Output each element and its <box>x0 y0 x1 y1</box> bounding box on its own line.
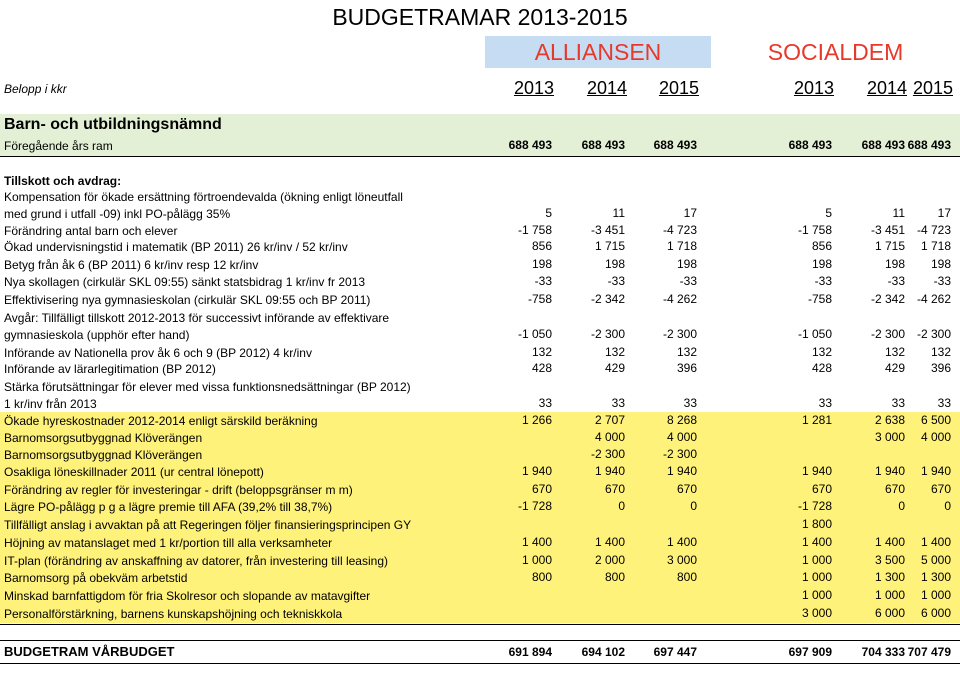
year-header: 2014 <box>866 78 907 98</box>
row-label: Tillfälligt anslag i avvaktan på att Regeringen följer finansieringsprincipen GY <box>4 518 412 532</box>
socialdem-header: SOCIALDEM <box>767 39 904 65</box>
table-row <box>0 552 960 570</box>
row-label: Förändring av regler för investeringar - drift (beloppsgränser m m) <box>4 483 353 497</box>
row-value: 132 <box>884 345 905 359</box>
row-label: Betyg från åk 6 (BP 2011) 6 kr/inv resp 12 kr/inv <box>4 258 259 272</box>
row-label: Införande av lärarlegitimation (BP 2012) <box>4 362 216 376</box>
year-header: 2013 <box>513 78 554 98</box>
row-value: 429 <box>884 361 905 375</box>
total-value: 697 909 <box>788 645 832 659</box>
table-row <box>0 137 960 155</box>
row-value: 1 718 <box>920 239 951 253</box>
row-value: 5 <box>825 206 832 220</box>
table-row <box>0 291 960 309</box>
row-label: Stärka förutsättningar för elever med vissa funktionsnedsättningar (BP 2012) <box>4 380 411 394</box>
total-value: 697 447 <box>653 645 697 659</box>
row-value: 1 715 <box>594 239 625 253</box>
row-value: 11 <box>892 206 905 220</box>
row-value: -2 300 <box>590 447 625 461</box>
total-label: BUDGETRAM VÅRBUDGET <box>4 644 175 659</box>
row-value: 132 <box>811 345 832 359</box>
row-value: 1 266 <box>521 413 552 427</box>
row-value: 0 <box>690 499 697 513</box>
row-value: 5 000 <box>920 553 951 567</box>
divider <box>0 624 960 625</box>
row-value: -4 262 <box>662 292 697 306</box>
row-value: -4 723 <box>916 223 951 237</box>
row-value: 132 <box>930 345 951 359</box>
alliansen-header: ALLIANSEN <box>485 36 711 68</box>
row-value: 1 800 <box>801 517 832 531</box>
row-value: -2 300 <box>662 327 697 341</box>
table-row <box>0 463 960 481</box>
row-value: 800 <box>531 570 552 584</box>
row-value: 670 <box>884 482 905 496</box>
row-value: 1 000 <box>801 553 832 567</box>
row-label: Nya skollagen (cirkulär SKL 09:55) sänkt statsbidrag 1 kr/inv fr 2013 <box>4 275 366 289</box>
row-value: 800 <box>604 570 625 584</box>
row-value: 670 <box>811 482 832 496</box>
row-value: 396 <box>930 361 951 375</box>
row-value: 2 707 <box>594 413 625 427</box>
row-value: 1 400 <box>801 535 832 549</box>
row-value: 2 638 <box>874 413 905 427</box>
year-header: 2014 <box>586 78 627 98</box>
table-row <box>0 587 960 605</box>
row-value: 33 <box>891 396 905 410</box>
table-row <box>0 569 960 587</box>
row-label: Minskad barnfattigdom för fria Skolresor och slopande av matavgifter <box>4 589 371 603</box>
row-label: 1 kr/inv från 2013 <box>4 397 97 411</box>
row-value: 1 400 <box>521 535 552 549</box>
row-value: 198 <box>930 257 951 271</box>
row-value: -758 <box>807 292 832 306</box>
row-value: 396 <box>676 361 697 375</box>
row-value: 33 <box>683 396 697 410</box>
table-row <box>0 188 960 223</box>
row-value: -3 451 <box>590 223 625 237</box>
total-value: 707 479 <box>907 645 951 659</box>
table-row <box>0 412 960 430</box>
row-label: Avgår: Tillfälligt tillskott 2012-2013 för successivt införande av effektivare <box>4 311 390 325</box>
row-value: -4 723 <box>662 223 697 237</box>
row-label: Barnomsorg på obekväm arbetstid <box>4 571 188 585</box>
row-value: 1 400 <box>666 535 697 549</box>
row-value: 1 940 <box>521 464 552 478</box>
row-value: 17 <box>937 206 951 220</box>
table-row <box>0 429 960 447</box>
row-value: -1 728 <box>517 499 552 513</box>
row-value: 429 <box>604 361 625 375</box>
row-label: Effektivisering nya gymnasieskolan (cirkulär SKL 09:55 och BP 2011) <box>4 293 371 307</box>
total-row <box>0 640 960 664</box>
table-row <box>0 534 960 552</box>
row-value: 1 000 <box>920 588 951 602</box>
row-value: 670 <box>531 482 552 496</box>
row-value: 670 <box>676 482 697 496</box>
row-value: 1 000 <box>521 553 552 567</box>
row-value: 1 000 <box>801 570 832 584</box>
row-value: 132 <box>676 345 697 359</box>
total-value: 691 894 <box>508 645 552 659</box>
row-label: Införande av Nationella prov åk 6 och 9 (BP 2012) 4 kr/inv <box>4 346 312 360</box>
row-value: 1 400 <box>874 535 905 549</box>
table-row <box>0 273 960 291</box>
row-value: 33 <box>937 396 951 410</box>
row-label: Ökade hyreskostnader 2012-2014 enligt särskild beräkning <box>4 414 318 428</box>
row-value: -3 451 <box>870 223 905 237</box>
row-value: -1 728 <box>797 499 832 513</box>
table-row <box>0 446 960 464</box>
row-value: 0 <box>618 499 625 513</box>
row-value: 132 <box>604 345 625 359</box>
page-title: BUDGETRAMAR 2013-2015 <box>332 4 628 30</box>
row-value: 6 500 <box>920 413 951 427</box>
row-value: 428 <box>811 361 832 375</box>
row-value: 33 <box>611 396 625 410</box>
row-label: gymnasieskola (upphör efter hand) <box>4 328 190 342</box>
row-value: 198 <box>811 257 832 271</box>
row-value: 800 <box>676 570 697 584</box>
row-value: 1 400 <box>920 535 951 549</box>
table-row <box>0 378 960 413</box>
row-value: 33 <box>818 396 832 410</box>
row-value: 688 493 <box>861 138 905 152</box>
table-row <box>0 481 960 499</box>
row-value: 198 <box>676 257 697 271</box>
row-value: 1 300 <box>874 570 905 584</box>
row-value: 688 493 <box>653 138 697 152</box>
row-value: 1 715 <box>874 239 905 253</box>
row-value: 4 000 <box>920 430 951 444</box>
row-value: 3 500 <box>874 553 905 567</box>
row-value: 1 400 <box>594 535 625 549</box>
row-value: 3 000 <box>801 606 832 620</box>
row-value: 4 000 <box>666 430 697 444</box>
row-value: 6 000 <box>874 606 905 620</box>
row-value: 1 281 <box>801 413 832 427</box>
row-value: 17 <box>683 206 697 220</box>
row-value: -1 050 <box>797 327 832 341</box>
unit-note: Belopp i kkr <box>4 82 67 96</box>
row-label: Barnomsorgsutbyggnad Klöverängen <box>4 448 203 462</box>
row-value: 8 268 <box>666 413 697 427</box>
row-value: 3 000 <box>874 430 905 444</box>
row-label: med grund i utfall -09) inkl PO-pålägg 35% <box>4 207 231 221</box>
row-value: 6 000 <box>920 606 951 620</box>
row-label: IT-plan (förändring av anskaffning av datorer, från investering till leasing) <box>4 554 388 568</box>
row-value: 670 <box>604 482 625 496</box>
year-header: 2015 <box>658 78 699 98</box>
row-value: 11 <box>612 206 625 220</box>
row-value: -33 <box>607 274 625 288</box>
row-value: 0 <box>898 499 905 513</box>
row-value: -1 758 <box>797 223 832 237</box>
row-value: 688 493 <box>907 138 951 152</box>
total-value: 704 333 <box>861 645 905 659</box>
row-value: -33 <box>814 274 832 288</box>
row-value: -2 300 <box>916 327 951 341</box>
row-value: 5 <box>545 206 552 220</box>
row-value: -4 262 <box>916 292 951 306</box>
row-label: Förändring antal barn och elever <box>4 224 178 238</box>
row-value: -33 <box>933 274 951 288</box>
table-row <box>0 309 960 344</box>
row-value: -33 <box>534 274 552 288</box>
row-value: 428 <box>531 361 552 375</box>
total-value: 694 102 <box>581 645 625 659</box>
year-header: 2013 <box>793 78 834 98</box>
row-value: 198 <box>604 257 625 271</box>
row-value: -33 <box>887 274 905 288</box>
row-value: -33 <box>679 274 697 288</box>
row-label: Kompensation för ökade ersättning förtroendevalda (ökning enligt löneutfall <box>4 190 403 204</box>
row-value: 0 <box>944 499 951 513</box>
row-value: 4 000 <box>594 430 625 444</box>
row-value: 198 <box>531 257 552 271</box>
row-value: -2 300 <box>662 447 697 461</box>
row-value: 1 940 <box>874 464 905 478</box>
row-value: -1 758 <box>517 223 552 237</box>
row-value: 1 000 <box>874 588 905 602</box>
row-value: 3 000 <box>666 553 697 567</box>
row-value: 688 493 <box>508 138 552 152</box>
row-value: 856 <box>531 239 552 253</box>
row-value: 33 <box>538 396 552 410</box>
row-label: Höjning av matanslaget med 1 kr/portion till alla verksamheter <box>4 536 333 550</box>
row-label: Osakliga löneskillnader 2011 (ur central lönepott) <box>4 465 264 479</box>
table-row <box>0 605 960 623</box>
table-row <box>0 498 960 516</box>
row-label: Föregående års ram <box>4 139 113 153</box>
row-value: -2 300 <box>870 327 905 341</box>
row-label: Ökad undervisningstid i matematik (BP 2011) 26 kr/inv / 52 kr/inv <box>4 240 348 254</box>
row-value: 1 940 <box>920 464 951 478</box>
row-label: Tillskott och avdrag: <box>4 174 122 188</box>
row-value: 670 <box>930 482 951 496</box>
divider <box>0 156 960 157</box>
row-value: -2 342 <box>590 292 625 306</box>
row-value: 1 300 <box>920 570 951 584</box>
table-row <box>0 238 960 256</box>
table-row <box>0 360 960 378</box>
row-value: -2 300 <box>590 327 625 341</box>
year-header: 2015 <box>912 78 953 98</box>
table-row <box>0 256 960 274</box>
row-value: 198 <box>884 257 905 271</box>
row-value: 688 493 <box>788 138 832 152</box>
row-label: Personalförstärkning, barnens kunskapshöjning och tekniskkola <box>4 607 343 621</box>
row-value: 1 940 <box>801 464 832 478</box>
row-value: -1 050 <box>517 327 552 341</box>
row-value: 1 940 <box>594 464 625 478</box>
row-value: 1 718 <box>666 239 697 253</box>
row-label: Barnomsorgsutbyggnad Klöverängen <box>4 431 203 445</box>
row-value: -758 <box>527 292 552 306</box>
row-value: 856 <box>811 239 832 253</box>
row-value: 2 000 <box>594 553 625 567</box>
row-value: 688 493 <box>581 138 625 152</box>
row-value: 1 940 <box>666 464 697 478</box>
table-row <box>0 516 960 534</box>
row-value: -2 342 <box>870 292 905 306</box>
section-title: Barn- och utbildningsnämnd <box>4 116 222 133</box>
row-label: Lägre PO-pålägg p g a lägre premie till AFA (39,2% till 38,7%) <box>4 500 333 514</box>
row-value: 132 <box>531 345 552 359</box>
row-value: 1 000 <box>801 588 832 602</box>
